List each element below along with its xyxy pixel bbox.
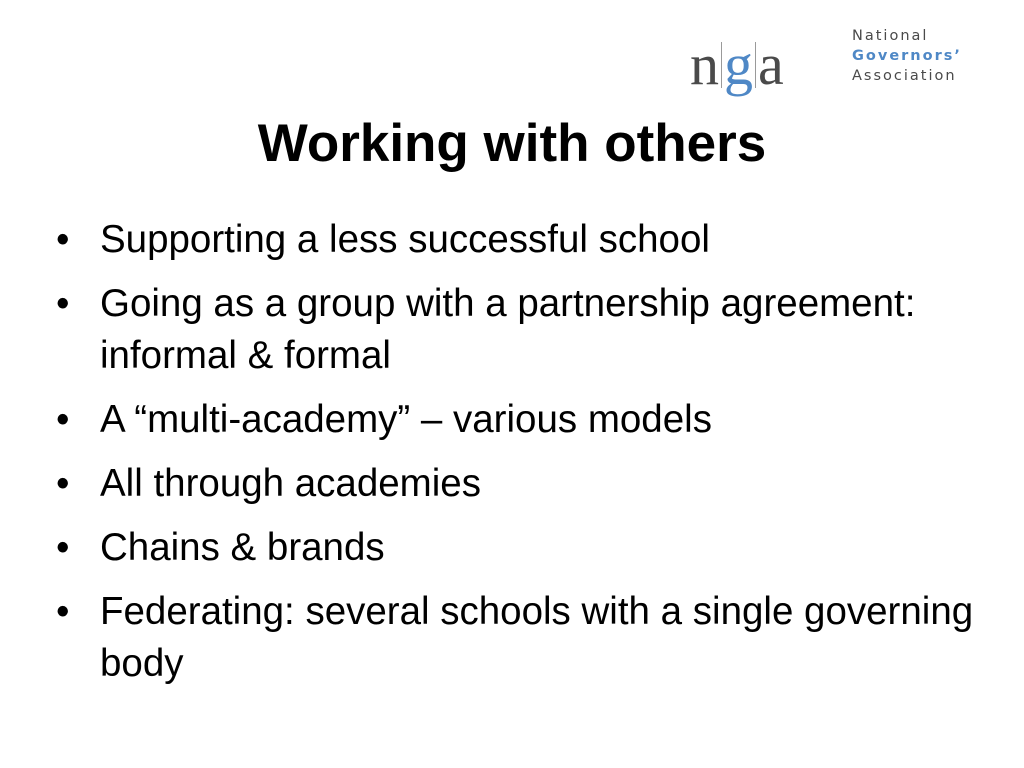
slide-title: Working with others <box>257 114 767 173</box>
logo-monogram <box>688 32 786 106</box>
bullet-item <box>56 214 986 266</box>
bullet-text: Chains & brands <box>100 526 385 569</box>
bullet-list <box>56 214 986 702</box>
bullet-icon: • <box>56 526 70 569</box>
bullet-icon: • <box>56 590 70 633</box>
bullet-item <box>56 458 986 510</box>
logo-line-association: Association <box>852 68 957 84</box>
nga-logo <box>688 22 998 106</box>
bullet-icon: • <box>56 462 70 505</box>
bullet-item <box>56 522 986 574</box>
logo-letter-a: a <box>758 32 784 97</box>
bullet-icon: • <box>56 282 70 325</box>
bullet-text: Going as a group with a partnership agreement: informal & formal <box>100 282 916 377</box>
logo-line-governors: Governors’ <box>852 48 962 64</box>
bullet-item <box>56 394 986 446</box>
bullet-text: Federating: several schools with a single governing body <box>100 590 974 685</box>
logo-letter-n: n <box>690 32 719 97</box>
logo-wordmark <box>852 26 962 86</box>
bullet-icon: • <box>56 218 70 261</box>
bullet-icon: • <box>56 398 70 441</box>
logo-line-national: National <box>852 28 929 44</box>
bullet-text: A “multi-academy” – various models <box>100 398 712 441</box>
bullet-item <box>56 278 986 382</box>
bullet-text: Supporting a less successful school <box>100 218 710 261</box>
logo-letter-g: g <box>724 32 753 97</box>
bullet-item <box>56 586 986 690</box>
bullet-text: All through academies <box>100 462 481 505</box>
